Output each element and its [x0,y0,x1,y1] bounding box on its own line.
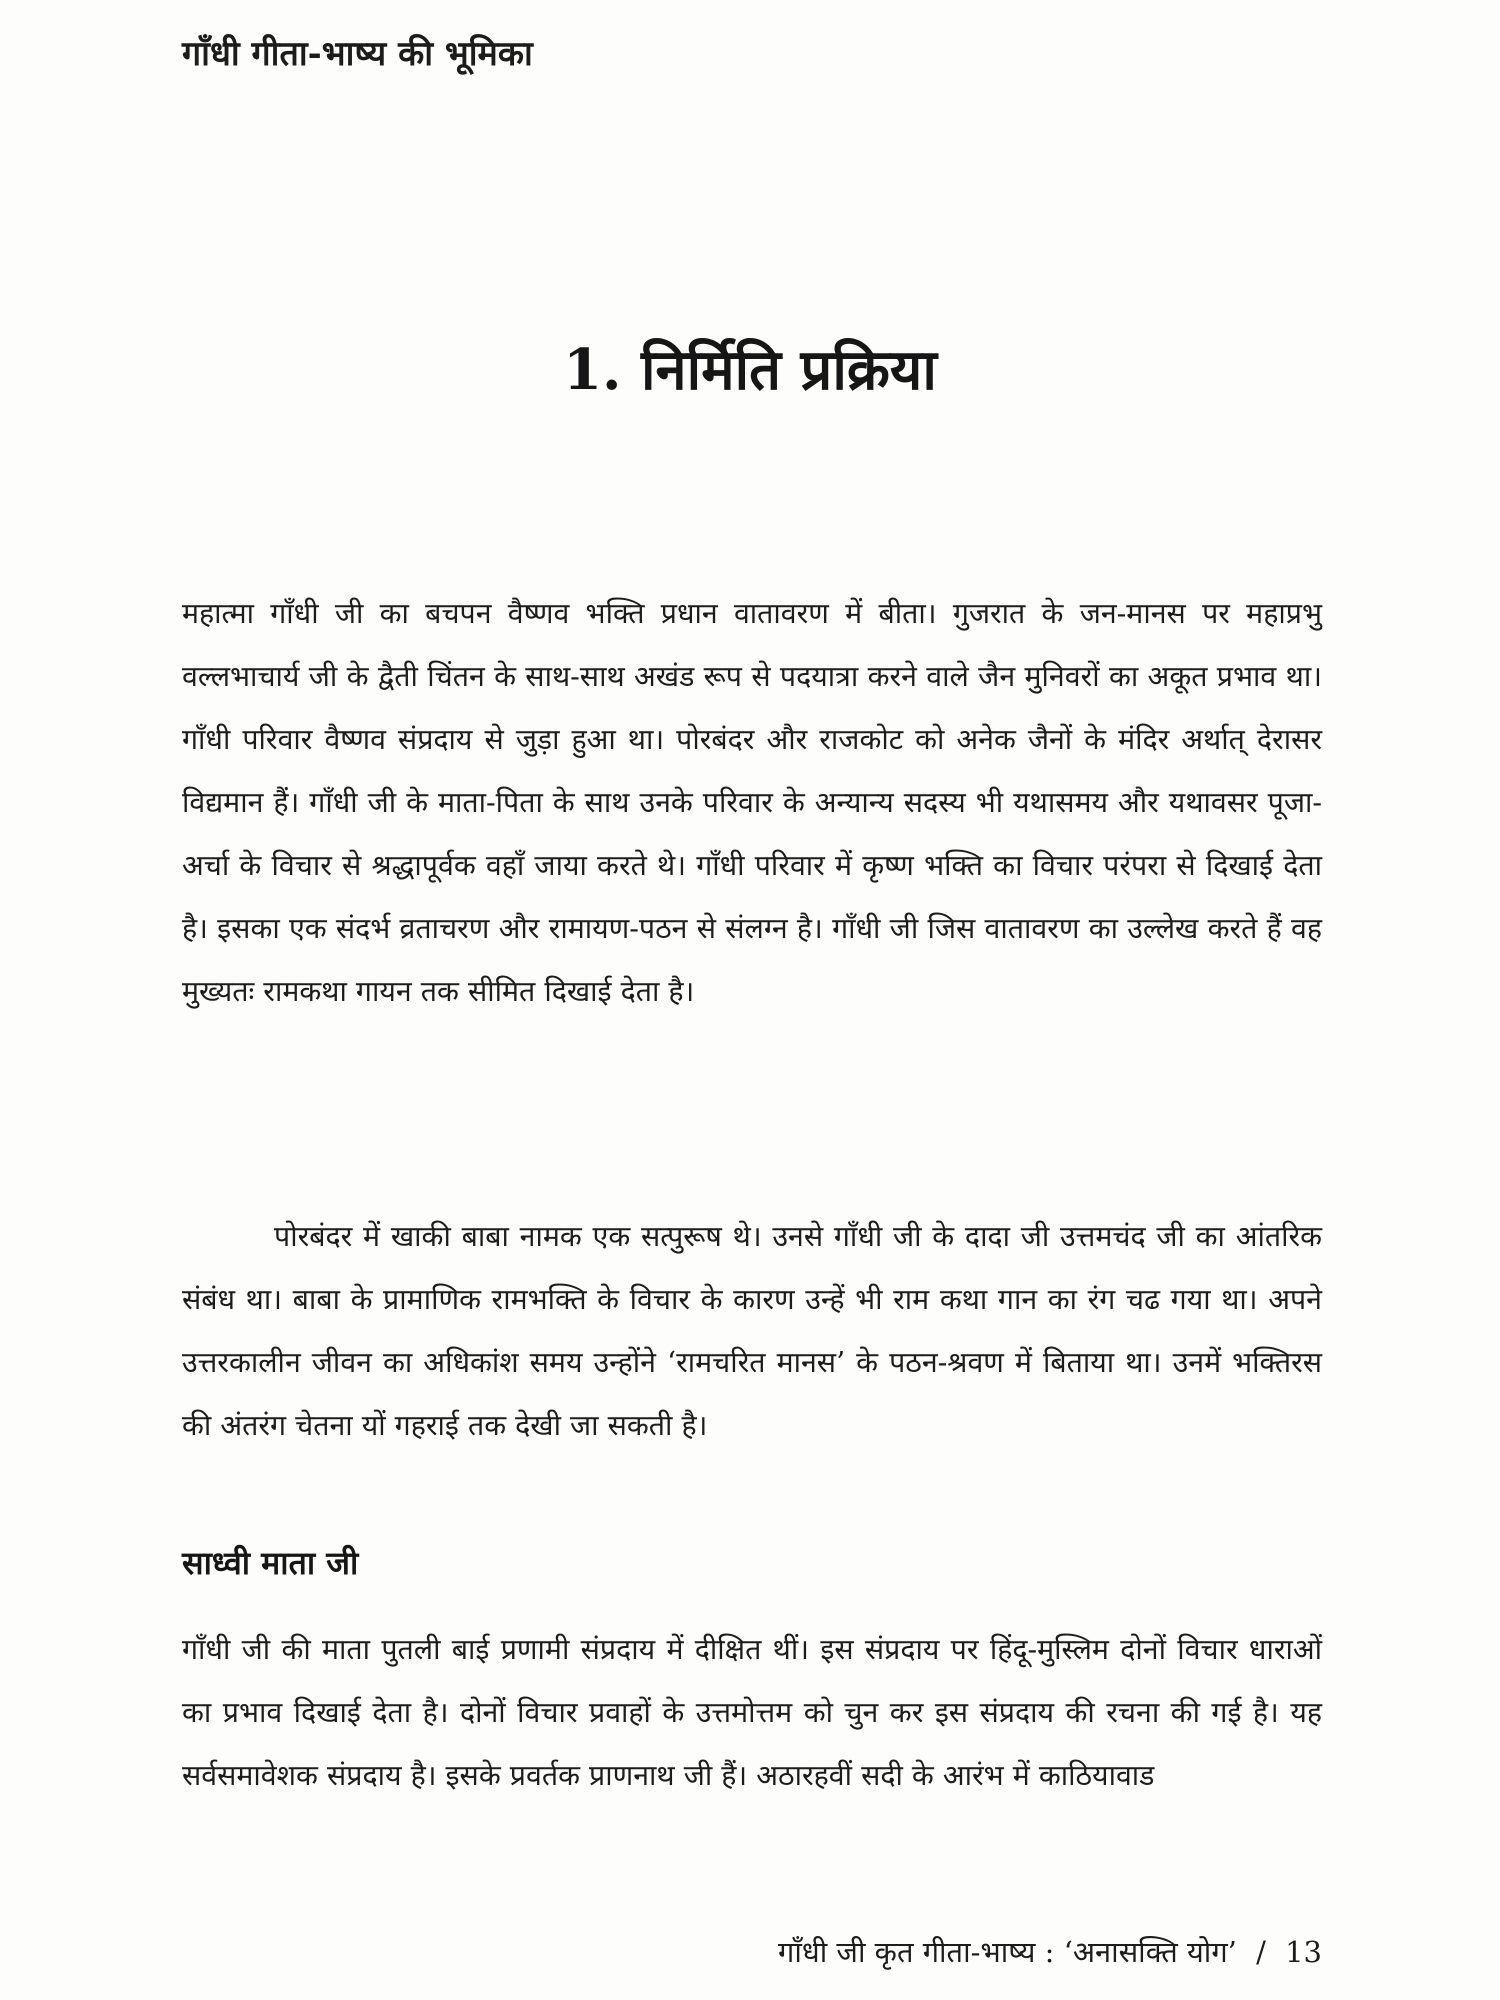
running-head: गाँधी गीता-भाष्य की भूमिका [182,34,533,74]
section-heading: साध्वी माता जी [182,1544,359,1582]
paragraph-1-block [182,582,1322,1023]
page-number: 13 [1285,1935,1322,1969]
footer-separator: / [1256,1935,1266,1969]
footer-book-title: गाँधी जी कृत गीता-भाष्य : ‘अनासक्ति योग’ [778,1935,1237,1969]
page-footer [778,1930,1322,1974]
paragraph-1: महात्मा गाँधी जी का बचपन वैष्णव भक्ति प्रधान वातावरण में बीता। गुजरात के जन-मानस पर महाप्रभु वल्लभाचार्य जी के द्वैती चिंतन के साथ-साथ अखंड रूप से पदयात्रा करने वाले जैन मुनिवरों का अकूत प्रभाव था। गाँधी परिवार वैष्णव संप्रदाय से जुड़ा हुआ था। पोरबंदर और राजकोट को अनेक जैनों के मंदिर अर्थात् देरासर विद्यमान हैं। गाँधी जी के माता-पिता के साथ उनके परिवार के अन्यान्य सदस्य भी यथासमय और यथावसर पूजा-अर्चा के विचार से श्रद्धापूर्वक वहाँ जाया करते थे। गाँधी परिवार में कृष्ण भक्ति का विचार परंपरा से दिखाई देता है। इसका एक संदर्भ व्रताचरण और रामायण-पठन से संलग्न है। गाँधी जी जिस वातावरण का उल्लेख करते हैं वह मुख्यतः रामकथा गायन तक सीमित दिखाई देता है। [182,597,1322,1008]
paragraph-2: पोरबंदर में खाकी बाबा नामक एक सत्पुरूष थे। उनसे गाँधी जी के दादा जी उत्तमचंद जी का आंतरिक संबंध था। बाबा के प्रामाणिक रामभक्ति के विचार के कारण उन्हें भी राम कथा गान का रंग चढ गया था। अपने उत्तरकालीन जीवन का अधिकांश समय उन्होंने ‘रामचरित मानस’ के पठन-श्रवण में बिताया था। उनमें भक्तिरस की अंतरंग चेतना यों गहराई तक देखी जा सकती है। [182,1220,1322,1442]
paragraph-2-block [182,1205,1322,1457]
chapter-title: 1. निर्मिति प्रक्रिया [563,337,937,403]
section-paragraph-block [182,1618,1322,1807]
section-paragraph: गाँधी जी की माता पुतली बाई प्रणामी संप्रदाय में दीक्षित थीं। इस संप्रदाय पर हिंदू-मुस्लिम दोनों विचार धाराओं का प्रभाव दिखाई देता है। दोनों विचार प्रवाहों के उत्तमोत्तम को चुन कर इस संप्रदाय की रचना की गई है। यह सर्वसमावेशक संप्रदाय है। इसके प्रवर्तक प्राणनाथ जी हैं। अठारहवीं सदी के आरंभ में काठियावाड [182,1633,1322,1792]
